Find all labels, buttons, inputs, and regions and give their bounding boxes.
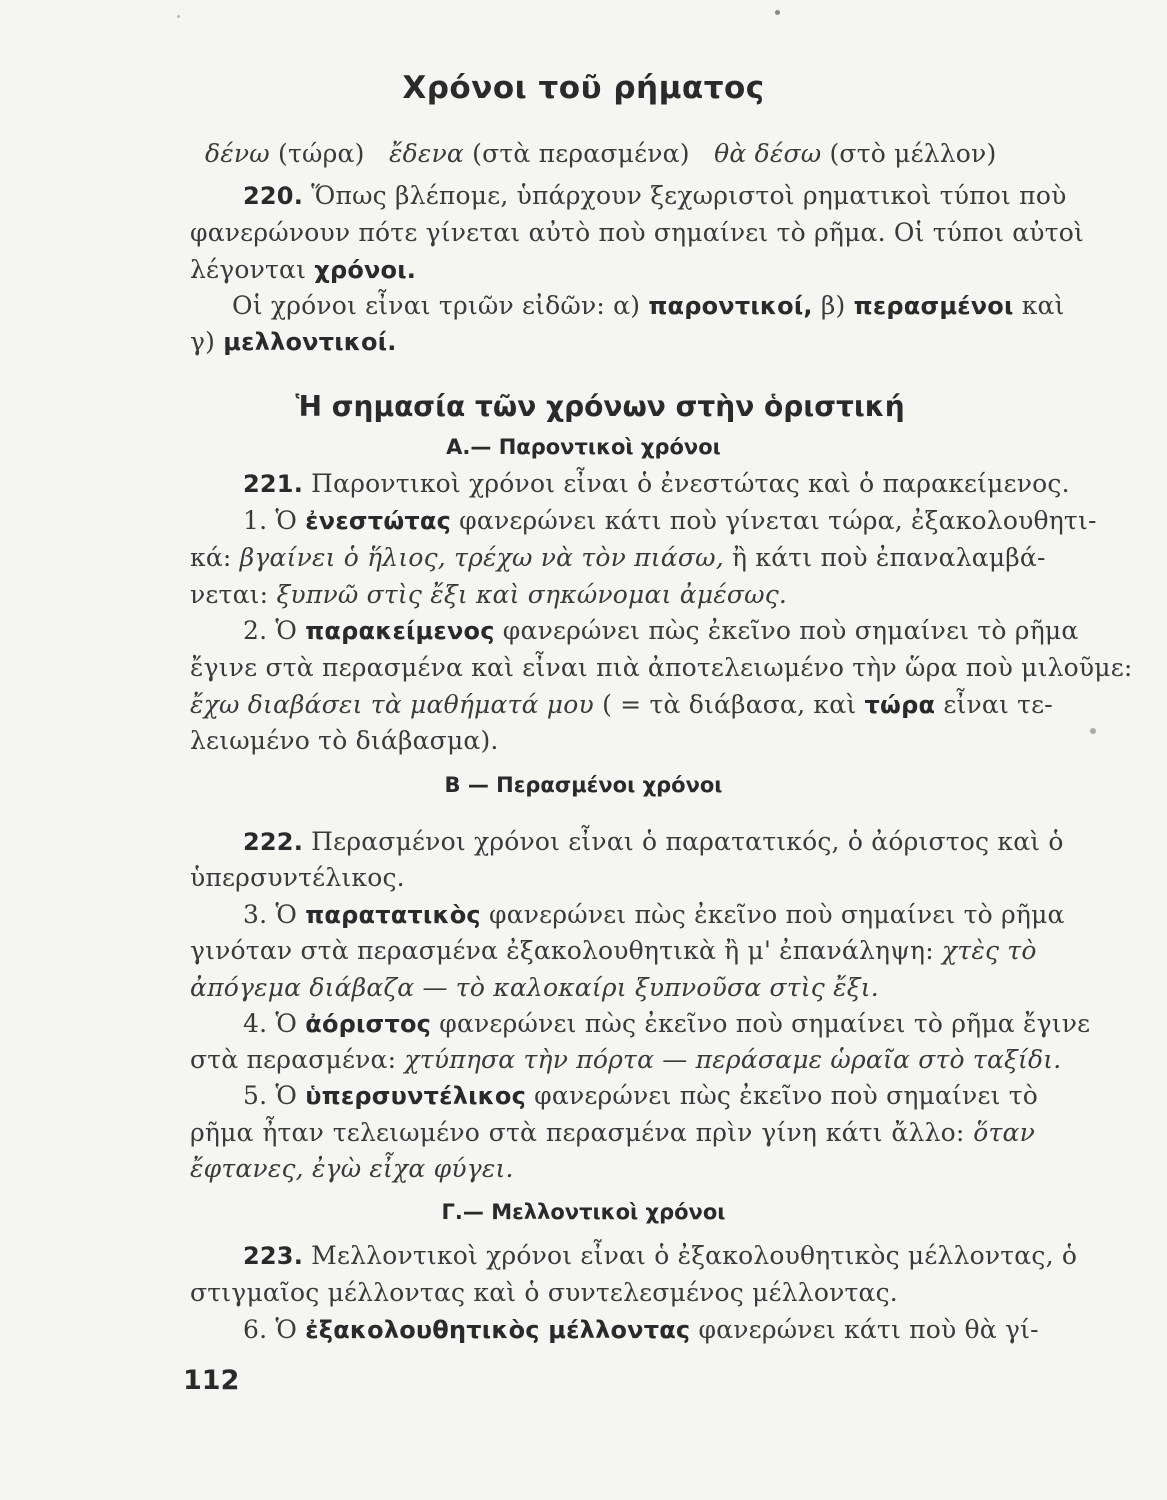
page-number: 112 xyxy=(183,1365,240,1396)
para-223-line-1: 223. Μελλοντικοὶ χρόνοι εἶναι ὁ ἐξακολουθητικὸς μέλλοντας, ὁ xyxy=(243,1241,1078,1270)
para-221-item-1-line-1: 1. Ὁ ἐνεστώτας φανερώνει κάτι ποὺ γίνεται τώρα, ἐξακολουθητι- xyxy=(243,506,1097,535)
para-220-line-5: γ) μελλοντικοί. xyxy=(190,327,397,356)
para-222-item-5-line-1: 5. Ὁ ὑπερσυντέλικος φανερώνει πὼς ἐκεῖνο ποὺ σημαίνει τὸ xyxy=(243,1081,1039,1110)
para-222-item-5-line-2: ρῆμα ἦταν τελειωμένο στὰ περασμένα πρὶν γίνη κάτι ἄλλο: ὅταν xyxy=(190,1118,1035,1147)
para-222-item-3-line-2: γινόταν στὰ περασμένα ἐξακολουθητικὰ ἢ μ' ἐπανάληψη: χτὲς τὸ xyxy=(190,936,1037,965)
scan-speck xyxy=(1090,728,1096,734)
subheading-a: Α.— Παροντικοὶ χρόνοι xyxy=(446,435,721,459)
para-223-item-6-line-1: 6. Ὁ ἐξακολουθητικὸς μέλλοντας φανερώνει κάτι ποὺ θὰ γί- xyxy=(243,1315,1039,1344)
para-220-line-4: Οἱ χρόνοι εἶναι τριῶν εἰδῶν: α) παροντικοί, β) περασμένοι καὶ xyxy=(232,291,1065,320)
para-222-item-4-line-2: στὰ περασμένα: χτύπησα τὴν πόρτα — περάσαμε ὡραῖα στὸ ταξίδι. xyxy=(190,1045,1062,1074)
para-220-line-2: φανερώνουν πότε γίνεται αὐτὸ ποὺ σημαίνει τὸ ρῆμα. Οἱ τύποι αὐτοὶ xyxy=(190,218,1084,247)
para-223-line-2: στιγμαῖος μέλλοντας καὶ ὁ συντελεσμένος μέλλοντας. xyxy=(190,1278,898,1307)
para-221-item-1-line-3: νεται: ξυπνῶ στὶς ἔξι καὶ σηκώνομαι ἀμέσως. xyxy=(190,580,788,609)
scan-speck xyxy=(177,15,180,18)
para-221-item-2-line-1: 2. Ὁ παρακείμενος φανερώνει πὼς ἐκεῖνο ποὺ σημαίνει τὸ ρῆμα xyxy=(243,616,1079,645)
para-220-line-1: 220. Ὅπως βλέπομε, ὑπάρχουν ξεχωριστοὶ ρηματικοὶ τύποι ποὺ xyxy=(243,181,1067,210)
para-221-item-2-line-2: ἔγινε στὰ περασμένα καὶ εἶναι πιὰ ἀποτελειωμένο τὴν ὥρα ποὺ μιλοῦμε: xyxy=(190,653,1133,682)
examples-line: δένω (τώρα) ἔδενα (στὰ περασμένα) θὰ δέσω (στὸ μέλλον) xyxy=(205,139,997,168)
page-title: Χρόνοι τοῦ ρήματος xyxy=(402,70,765,106)
para-222-item-3-line-1: 3. Ὁ παρατατικὸς φανερώνει πὼς ἐκεῖνο ποὺ σημαίνει τὸ ρῆμα xyxy=(243,900,1065,929)
section-heading: Ἡ σημασία τῶν χρόνων στὴν ὁριστική xyxy=(295,390,905,423)
scan-speck xyxy=(775,10,780,15)
para-221-item-2-line-4: λειωμένο τὸ διάβασμα). xyxy=(190,726,499,755)
para-222-item-5-line-3: ἔφτανες, ἐγὼ εἶχα φύγει. xyxy=(190,1154,514,1183)
para-222-line-2: ὑπερσυντέλικος. xyxy=(190,863,405,892)
para-222-line-1: 222. Περασμένοι χρόνοι εἶναι ὁ παρατατικός, ὁ ἀόριστος καὶ ὁ xyxy=(243,827,1064,856)
para-221-item-1-line-2: κά: βγαίνει ὁ ἥλιος, τρέχω νὰ τὸν πιάσω, ἢ κάτι ποὺ ἐπαναλαμβά- xyxy=(190,543,1046,572)
subheading-b: Β — Περασμένοι χρόνοι xyxy=(444,773,723,797)
para-221-line-1: 221. Παροντικοὶ χρόνοι εἶναι ὁ ἐνεστώτας καὶ ὁ παρακείμενος. xyxy=(243,469,1070,498)
para-222-item-3-line-3: ἀπόγεμα διάβαζα — τὸ καλοκαίρι ξυπνοῦσα στὶς ἔξι. xyxy=(190,973,879,1002)
para-220-line-3: λέγονται χρόνοι. xyxy=(190,255,417,284)
para-221-item-2-line-3: ἔχω διαβάσει τὰ μαθήματά μου ( = τὰ διάβασα, καὶ τώρα εἶναι τε- xyxy=(190,690,1053,719)
subheading-c: Γ.— Μελλοντικοὶ χρόνοι xyxy=(441,1200,726,1224)
para-222-item-4-line-1: 4. Ὁ ἀόριστος φανερώνει πὼς ἐκεῖνο ποὺ σημαίνει τὸ ρῆμα ἔγινε xyxy=(243,1009,1091,1038)
